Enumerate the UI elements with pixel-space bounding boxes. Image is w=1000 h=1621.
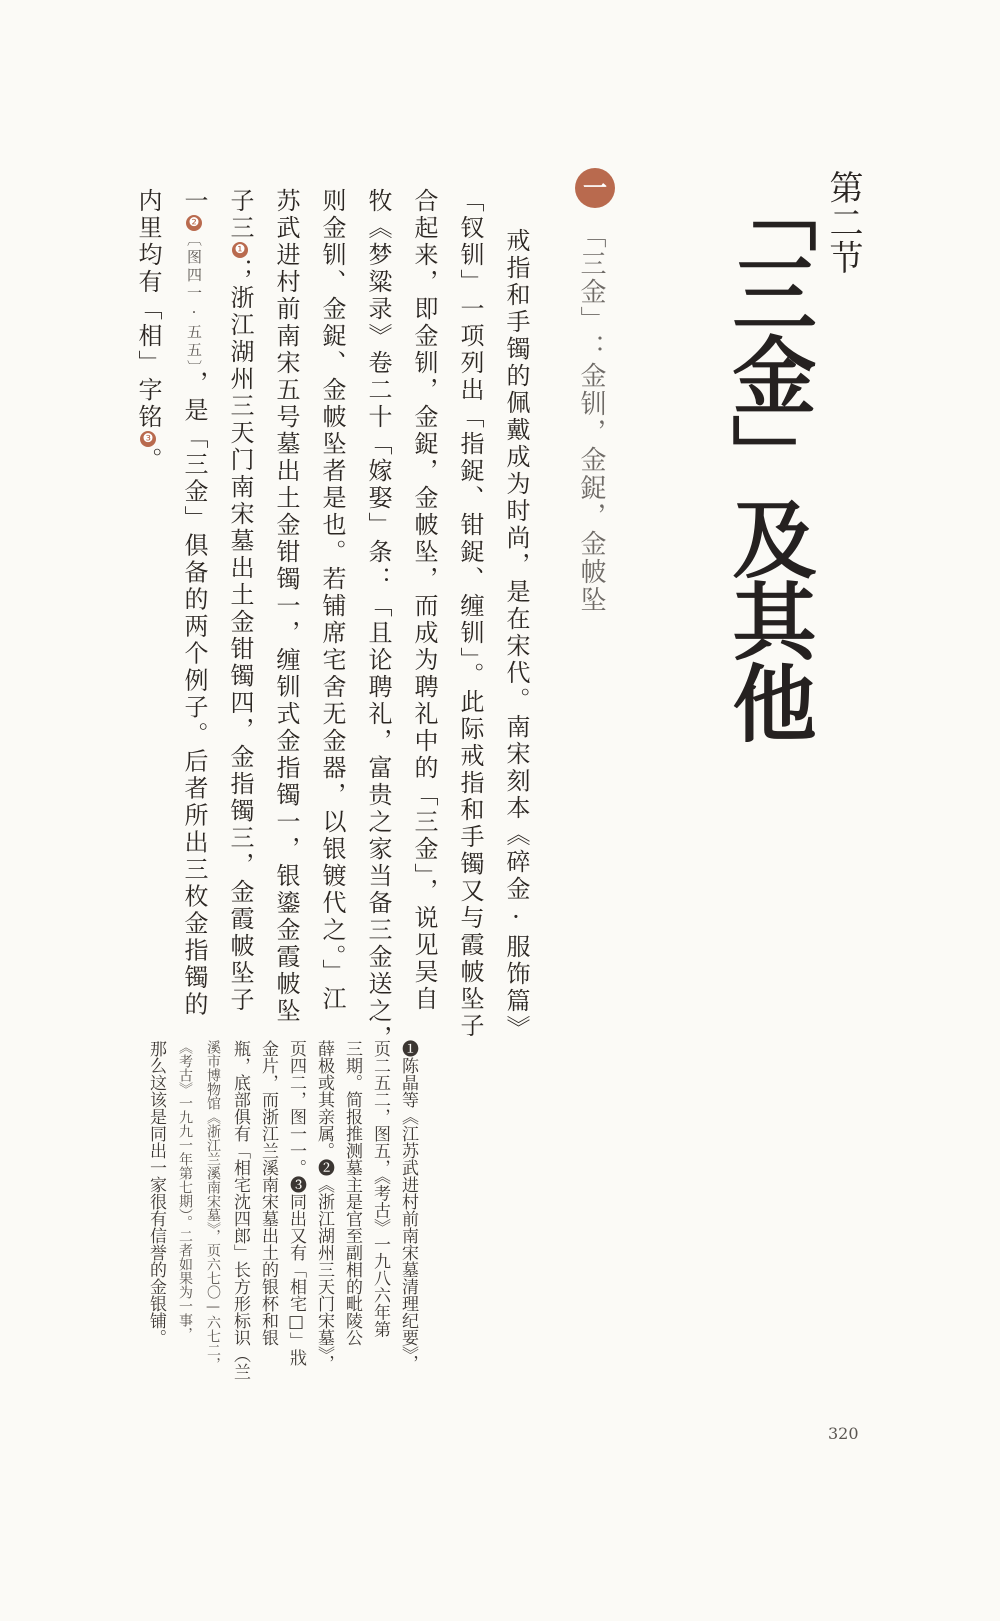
body-column-9-end: 。 xyxy=(134,447,162,474)
body-column-9 xyxy=(130,188,160,474)
body-column-1: 戒指和手镯的佩戴成为时尚，是在宋代。南宋刻本《碎金·服饰篇》 xyxy=(502,228,530,1042)
body-column-8-start: 一 xyxy=(180,188,208,215)
body-column-3: 合起来，即金钏，金鋜，金帔坠，而成为聘礼中的「三金」，说见吴自 xyxy=(410,188,438,1013)
page-number: 320 xyxy=(828,1424,859,1443)
body-column-7-rest: ；浙江湖州三天门南宋墓出土金钳镯四，金指镯三，金霞帔坠子 xyxy=(226,258,254,1014)
footnote-line-3: 三期。简报推测墓主是官至副相的毗陵公 xyxy=(342,1040,362,1346)
footnote-line-8: 溪市博物馆《浙江兰溪南宋墓》，页六七〇—六七二， xyxy=(205,1040,221,1371)
body-column-4: 牧《梦粱录》卷二十「嫁娶」条：「且论聘礼，富贵之家当备三金送之， xyxy=(364,188,392,1052)
footnote-marker-1: ❶ xyxy=(233,242,247,259)
footnote-marker-2: ❷ xyxy=(187,215,201,232)
body-column-2: 「钗钏」一项列出「指鋜、钳鋜、缠钏」。此际戒指和手镯又与霞帔坠子 xyxy=(456,188,484,1040)
section-title: 「三金」及其他 xyxy=(719,168,818,742)
body-column-7-start: 子三 xyxy=(226,188,254,242)
footnote-line-5: 页四二，图一一。❸同出又有「相宅□」戕 xyxy=(286,1040,306,1366)
footnote-line-2: 页二五二，图五，《考古》一九八六年第 xyxy=(370,1040,390,1338)
subsection-number-badge: 一 xyxy=(575,168,615,208)
figure-reference: 〔图四一·五五〕 xyxy=(185,231,203,371)
body-column-9-start: 内里均有「相」字铭 xyxy=(134,188,162,431)
footnote-marker-3: ❸ xyxy=(141,431,155,448)
body-column-8 xyxy=(176,188,206,1019)
subsection-title: 「三金」：金钏，金鋜，金帔坠 xyxy=(576,222,606,614)
body-column-8-rest: ，是「三金」俱备的两个例子。后者所出三枚金指镯的 xyxy=(180,370,208,1019)
body-column-6: 苏武进村前南宋五号墓出土金钳镯一，缠钏式金指镯一，银鎏金霞帔坠 xyxy=(272,188,300,1025)
footnote-line-6: 金片，而浙江兰溪南宋墓出土的银杯和银 xyxy=(258,1040,278,1346)
body-column-5: 则金钏、金鋜、金帔坠者是也。若铺席宅舍无金器，以银镀代之。」江 xyxy=(318,188,346,1013)
footnote-line-7: 瓶，底部俱有「相宅沈四郎」长方形标识（兰 xyxy=(230,1040,250,1380)
section-label: 第二节 xyxy=(823,170,863,275)
body-column-7 xyxy=(222,188,252,1014)
footnote-line-10: 那么这该是同出一家很有信誉的金银铺。 xyxy=(146,1040,166,1346)
footnote-line-1: ❶陈晶等《江苏武进村前南宋墓清理纪要》， xyxy=(398,1040,418,1372)
footnote-line-4: 薛极或其亲属。❷《浙江湖州三天门宋墓》， xyxy=(314,1040,334,1372)
footnote-line-9: 《考古》一九九一年第七期）。二者如果为一事， xyxy=(177,1040,193,1341)
